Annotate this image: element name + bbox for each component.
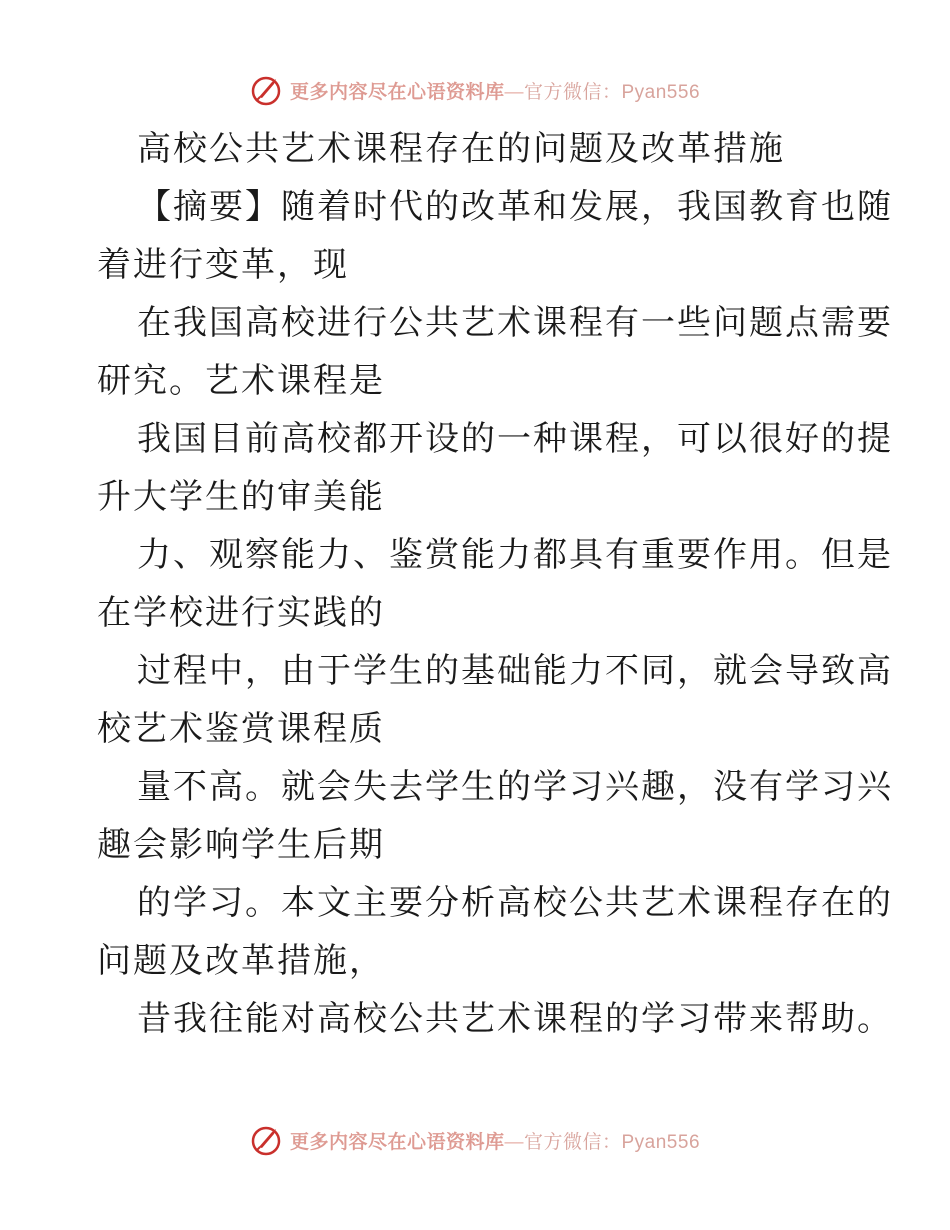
paragraph-line: 在学校进行实践的 bbox=[97, 593, 385, 633]
paragraph-6 bbox=[97, 758, 893, 874]
footer-watermark bbox=[0, 1120, 950, 1160]
paragraph-line: 在我国高校进行公共艺术课程有一些问题点需要 bbox=[137, 303, 893, 343]
header-watermark bbox=[0, 70, 950, 110]
paragraph-line: 研究。艺术课程是 bbox=[97, 361, 385, 401]
paragraph-line: 我国目前高校都开设的一种课程，可以很好的提 bbox=[137, 419, 893, 459]
paragraph-line: 过程中，由于学生的基础能力不同，就会导致高 bbox=[137, 651, 893, 691]
paragraph-8 bbox=[97, 990, 893, 1048]
paragraph-1 bbox=[97, 178, 893, 294]
watermark-wechat-text: 官方微信：Pyan556 bbox=[524, 81, 701, 103]
paragraph-line: 着进行变革，现 bbox=[97, 245, 349, 285]
paragraph-5 bbox=[97, 642, 893, 758]
paragraph-4 bbox=[97, 526, 893, 642]
quill-pen-logo-icon bbox=[250, 1123, 284, 1157]
watermark-main-text: 更多内容尽在心语资料库 bbox=[289, 1131, 505, 1153]
paragraph-line: 【摘要】随着时代的改革和发展，我国教育也随 bbox=[137, 187, 893, 227]
watermark-dash: — bbox=[504, 1131, 524, 1153]
paragraph-7 bbox=[97, 874, 893, 990]
document-title: 高校公共艺术课程存在的问题及改革措施 bbox=[137, 129, 785, 169]
paragraph-line: 力、观察能力、鉴赏能力都具有重要作用。但是 bbox=[137, 535, 893, 575]
watermark-text bbox=[290, 77, 700, 104]
watermark-dash: — bbox=[504, 81, 524, 103]
document-body bbox=[97, 120, 893, 1048]
quill-pen-logo-icon bbox=[250, 73, 284, 107]
paragraph-line: 问题及改革措施， bbox=[97, 941, 385, 981]
paragraph-line: 量不高。就会失去学生的学习兴趣，没有学习兴 bbox=[137, 767, 893, 807]
paragraph-line: 趣会影响学生后期 bbox=[97, 825, 385, 865]
watermark-main-text: 更多内容尽在心语资料库 bbox=[289, 81, 505, 103]
paragraph-line: 的学习。本文主要分析高校公共艺术课程存在的 bbox=[137, 883, 893, 923]
paragraph-2 bbox=[97, 294, 893, 410]
paragraph-3 bbox=[97, 410, 893, 526]
paragraph-line: 升大学生的审美能 bbox=[97, 477, 385, 517]
paragraph-line: 校艺术鉴赏课程质 bbox=[97, 709, 385, 749]
watermark-wechat-text: 官方微信：Pyan556 bbox=[524, 1131, 701, 1153]
watermark-text bbox=[290, 1127, 700, 1154]
paragraph-line: 昔我往能对高校公共艺术课程的学习带来帮助。 bbox=[137, 999, 893, 1039]
